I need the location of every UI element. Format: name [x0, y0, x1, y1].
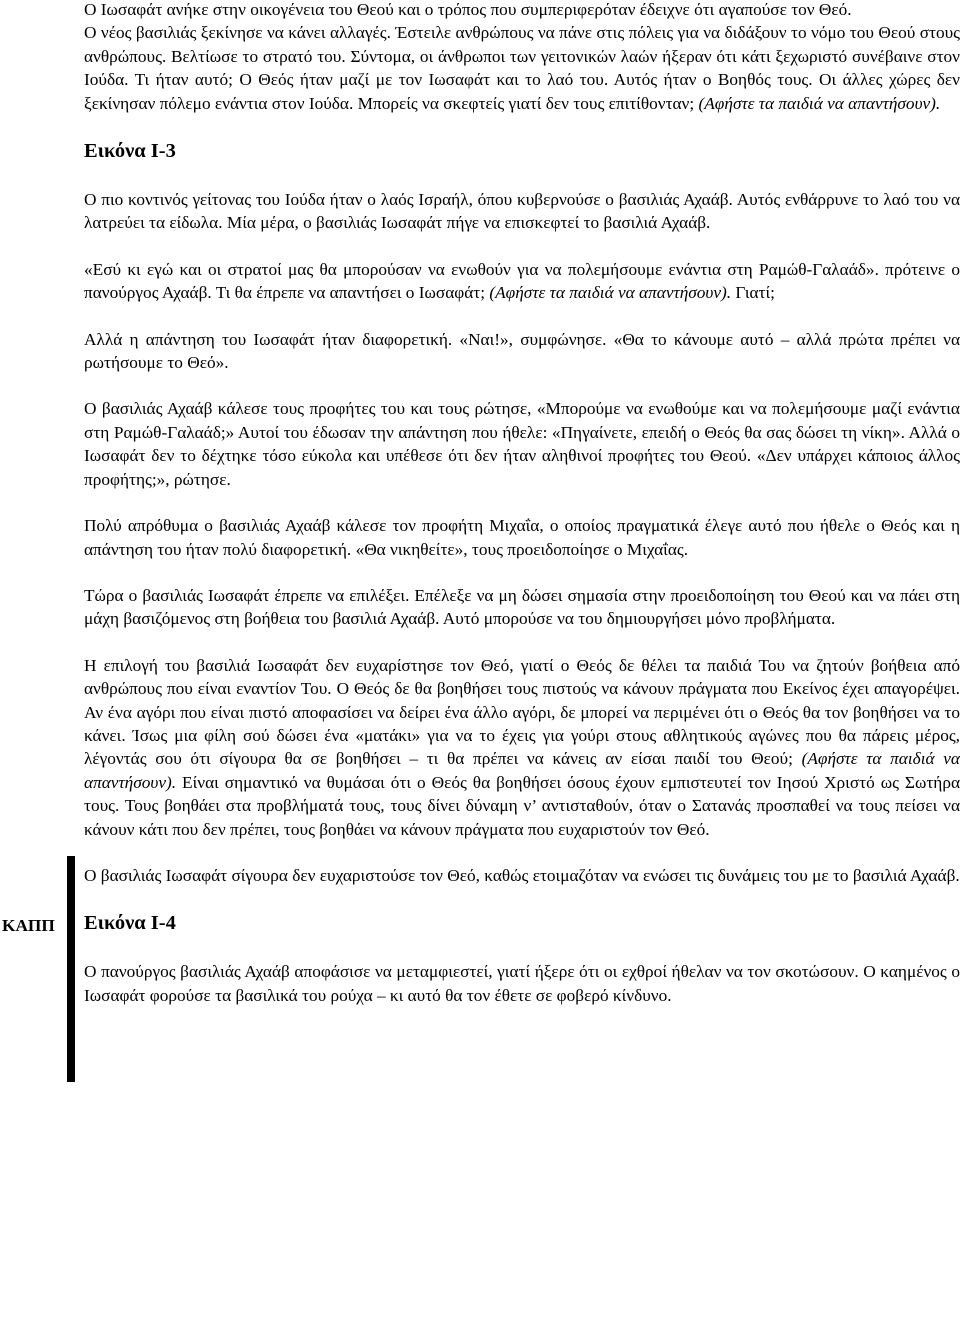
paragraph: Ο πανούργος βασιλιάς Αχαάβ αποφάσισε να μεταμφιεστεί, γιατί ήξερε ότι οι εχθροί ήθελαν να τον σκοτώσουν. Ο καημένος ο Ιωσαφάτ φορούσε τα βασιλικά του ρούχα – κι αυτό θα τον έθετε σε φοβερό κίνδυνο.: [84, 962, 960, 1005]
paragraph: Πολύ απρόθυμα ο βασιλιάς Αχαάβ κάλεσε τον προφήτη Μιχαΐα, ο οποίος πραγματικά έλεγε αυτό που ήθελε ο Θεός και η απάντηση του ήταν πολύ διαφορετική. «Θα νικηθείτε», τους προειδοποίησε ο Μιχαΐας.: [84, 516, 960, 559]
paragraph-text: Είναι σημαντικό να θυμάσαι ότι ο Θεός θα βοηθήσει όσους έχουν εμπιστευτεί τον Ιησού Χριστό ως Σωτήρα τους. Τους βοηθάει στα προβλήματά τους, τους δίνει δύναμη ν’ αντισταθούν, όταν ο Σατανάς προσπαθεί να τους πείσει να κάνουν κάτι που δεν πρέπει, τους βοηθάει να κάνουν πράγματα που ευχαριστούν τον Θεό.: [84, 772, 960, 839]
paragraph: Ο πιο κοντινός γείτονας του Ιούδα ήταν ο λαός Ισραήλ, όπου κυβερνούσε ο βασιλιάς Αχαάβ. Αυτός ενθάρρυνε το λαό του να λατρεύει τα είδωλα. Μία μέρα, ο βασιλιάς Ιωσαφάτ πήγε να επισκεφτεί το βασιλιά Αχαάβ.: [84, 190, 960, 233]
section-heading: Εικόνα Ι-3: [84, 140, 176, 163]
paragraph: Ο Ιωσαφάτ ανήκε στην οικογένεια του Θεού και ο τρόπος που συμπεριφερόταν έδειχνε ότι αγαπούσε τον Θεό.: [84, 0, 852, 19]
section-heading: Εικόνα Ι-4: [84, 912, 176, 935]
paragraph-text: Η επιλογή του βασιλιά Ιωσαφάτ δεν ευχαρίστησε τον Θεό, γιατί ο Θεός δε θέλει τα παιδιά Του να ζητούν βοήθεια από ανθρώπους που είναι εναντίον Του. Ο Θεός δε θα βοηθήσει τους πιστούς να κάνουν πράγματα που Εκείνος έχει απαγορέψει. Αν ένα αγόρι που είναι πιστό αποφασίσει να δείρει ένα άλλο αγόρι, δε μπορεί να περιμένει ότι ο Θεός θα τον βοηθήσει να το κάνει. Ίσως μια φίλη σού δώσει ένα «ματάκι» για να το έχεις για γούρι στους αθλητικούς αγώνες που θα πάρεις μέρος, λέγοντάς σου ότι σίγουρα θα σε βοηθήσει – τι θα πρέπει να κάνεις αν είσαι παιδί του Θεού;: [84, 655, 960, 769]
paragraph: [84, 21, 960, 115]
paragraph-text: Γιατί;: [731, 283, 775, 303]
paragraph: [84, 258, 960, 305]
paragraph: [84, 654, 960, 841]
paragraph: Ο βασιλιάς Αχαάβ κάλεσε τους προφήτες του και τους ρώτησε, «Μπορούμε να ενωθούμε και να πολεμήσουμε μαζί ενάντια στη Ραμώθ-Γαλαάδ;» Αυτοί του έδωσαν την απάντηση που ήθελε: «Πηγαίνετε, επειδή ο Θεός θα σας δώσει τη νίκη». Αλλά ο Ιωσαφάτ δεν το δέχτηκε τόσο εύκολα και υπέθεσε ότι δεν ήταν αληθινοί προφήτες του Θεού. «Δεν υπάρχει κάποιος άλλος προφήτης;», ρώτησε.: [84, 399, 960, 489]
paragraph: Τώρα ο βασιλιάς Ιωσαφάτ έπρεπε να επιλέξει. Επέλεξε να μη δώσει σημασία στην προειδοποίηση του Θεού και να πάει στη μάχη βασιζόμενος στη βοήθεια του βασιλιά Αχαάβ. Αυτό μπορούσε να του δημιουργήσει μόνο προβλήματα.: [84, 585, 960, 629]
teacher-prompt: (Αφήστε τα παιδιά να απαντήσουν).: [489, 283, 732, 303]
paragraph-text: «Εσύ κι εγώ και οι στρατοί μας θα μπορούσαν να ενωθούν για να πολεμήσουμε ενάντια στη Ραμώθ-Γαλαάδ». πρότεινε ο πανούργος Αχαάβ. Τι θα έπρεπε να απαντήσει ο Ιωσαφάτ;: [84, 259, 960, 303]
margin-label: ΚΑΠΠ: [2, 916, 55, 935]
paragraph: Ο βασιλιάς Ιωσαφάτ σίγουρα δεν ευχαριστούσε τον Θεό, καθώς ετοιμαζόταν να ενώσει τις δυνάμεις του με το βασιλιά Αχαάβ.: [84, 865, 960, 885]
text-column: [84, 0, 960, 1007]
margin-bar: [67, 856, 75, 1082]
teacher-prompt: (Αφήστε τα παιδιά να απαντήσουν).: [698, 93, 941, 113]
paragraph: Αλλά η απάντηση του Ιωσαφάτ ήταν διαφορετική. «Ναι!», συμφώνησε. «Θα το κάνουμε αυτό – αλλά πρώτα πρέπει να ρωτήσουμε το Θεό».: [84, 329, 960, 373]
paragraph-text: Ο νέος βασιλιάς ξεκίνησε να κάνει αλλαγές. Έστειλε ανθρώπους να πάνε στις πόλεις για να διδάξουν το νόμο του Θεού στους ανθρώπους. Βελτίωσε το στρατό του. Σύντομα, οι άνθρωποι των γειτονικών λαών ήξεραν ότι κάτι ξεχωριστό συνέβαινε στον Ιούδα. Τι ήταν αυτό; Ο Θεός ήταν μαζί με τον Ιωσαφάτ και το λαό του. Αυτός ήταν ο Βοηθός τους. Οι άλλες χώρες δεν ξεκίνησαν πόλεμο ενάντια στον Ιούδα. Μπορείς να σκεφτείς γιατί δεν τους επιτίθονταν;: [84, 23, 960, 113]
teacher-prompt: (Αφήστε τα παιδιά να απαντήσουν).: [84, 749, 960, 792]
